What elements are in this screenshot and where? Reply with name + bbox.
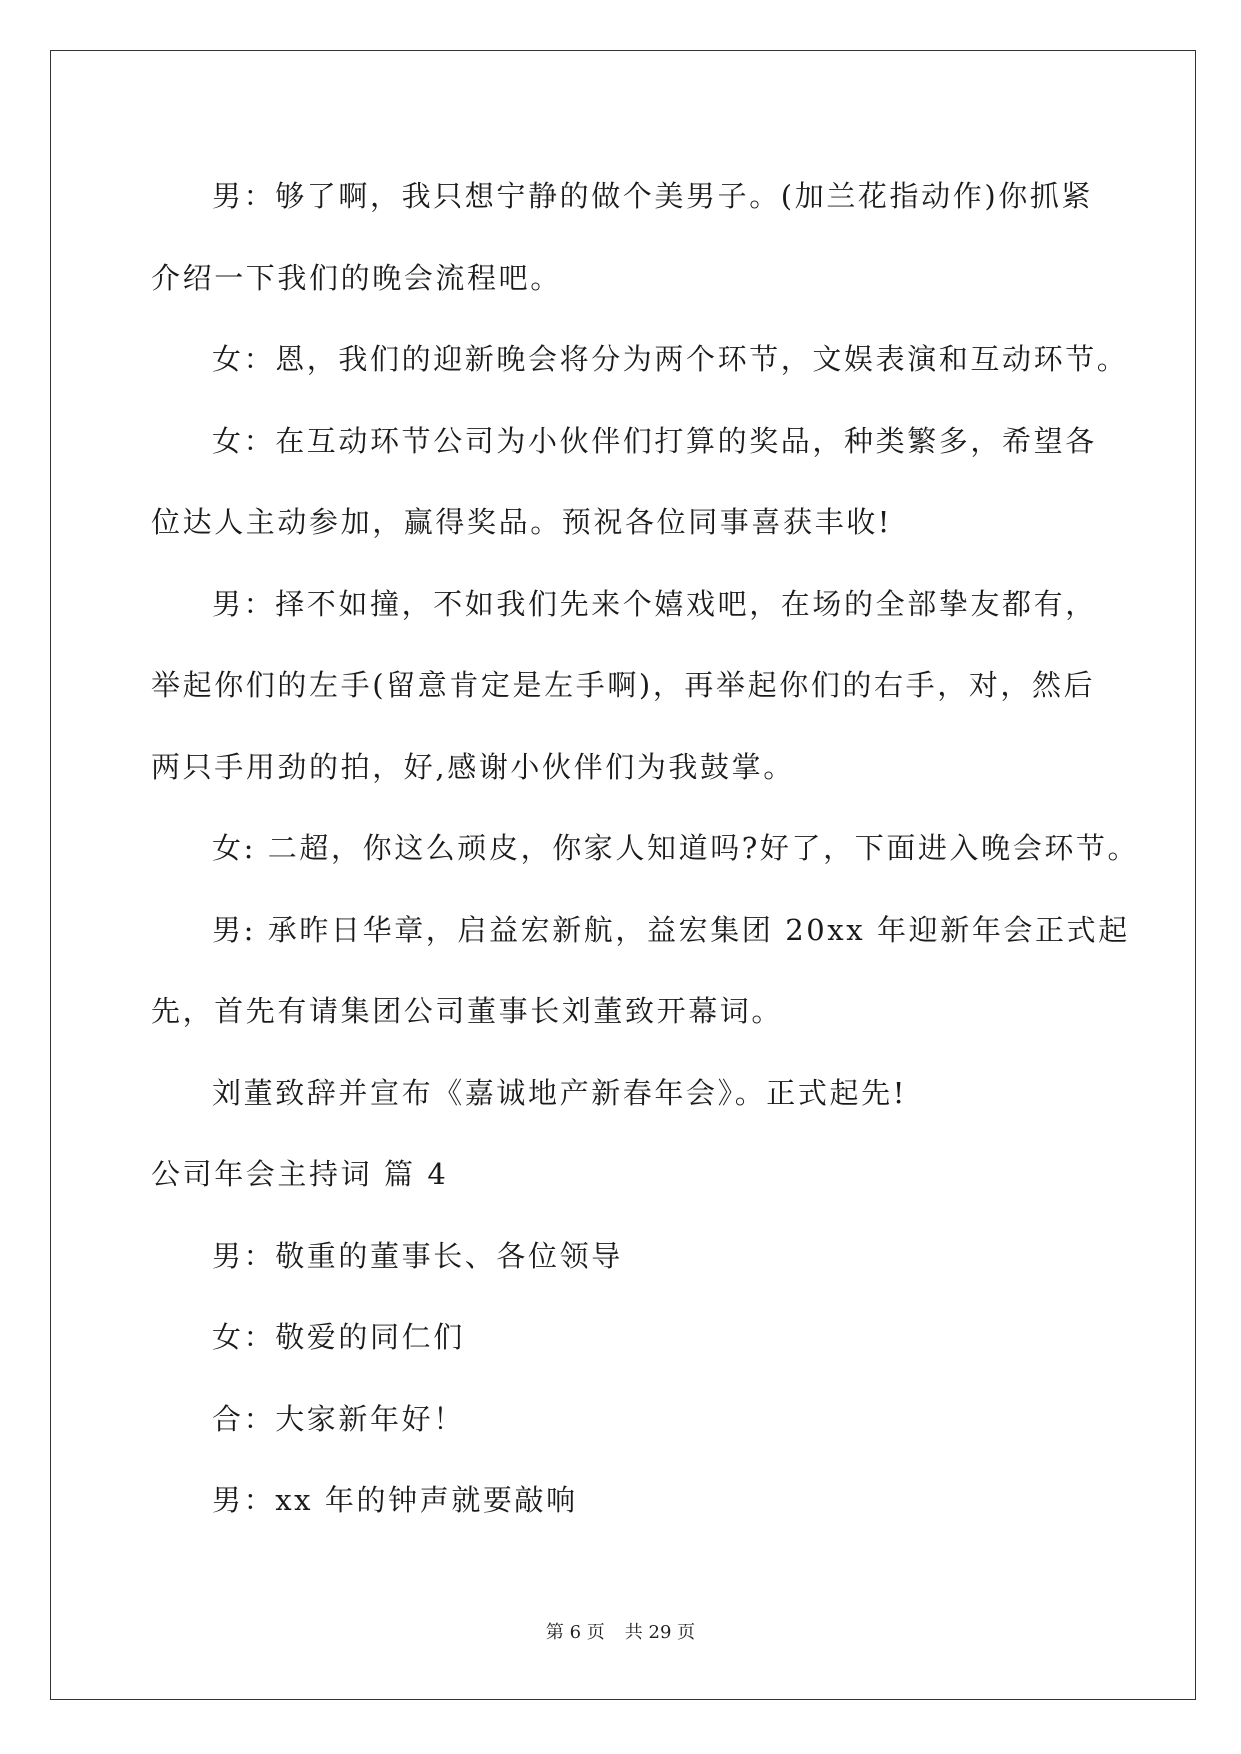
paragraph-line: 男：够了啊，我只想宁静的做个美男子。(加兰花指动作)你抓紧 [212,179,1094,213]
paragraph-line: 女：敬爱的同仁们 [212,1320,465,1354]
page-footer [0,1618,1241,1644]
paragraph-line: 女: 二超，你这么顽皮，你家人知道吗?好了，下面进入晚会环节。 [212,831,1140,865]
paragraph-line: 位达人主动参加，赢得奖品。预祝各位同事喜获丰收! [151,505,893,539]
page-number: 第 6 页 [545,1622,605,1643]
paragraph-line: 男：xx 年的钟声就要敲响 [212,1483,578,1517]
paragraph-line: 男：敬重的董事长、各位领导 [212,1238,623,1273]
paragraph-line: 女：在互动环节公司为小伙伴们打算的奖品，种类繁多，希望各 [212,423,1097,458]
paragraph-line: 先，首先有请集团公司董事长刘董致开幕词。 [151,994,784,1028]
paragraph-line: 两只手用劲的拍，好,感谢小伙伴们为我鼓掌。 [151,749,795,784]
page-total: 共 29 页 [624,1622,696,1643]
paragraph-line: 合：大家新年好！ [212,1401,465,1436]
paragraph-line: 女：恩，我们的迎新晚会将分为两个环节，文娱表演和互动环节。 [212,342,1129,376]
document-body [151,156,1140,1542]
section-heading: 公司年会主持词 篇 4 [151,1157,449,1191]
paragraph-line: 介绍一下我们的晚会流程吧。 [151,260,562,295]
paragraph-line: 男: 承昨日华章，启益宏新航，益宏集团 20xx 年迎新年会正式起 [212,912,1130,947]
paragraph-line: 举起你们的左手(留意肯定是左手啊)，再举起你们的右手，对，然后 [151,668,1096,702]
paragraph-line: 男：择不如撞，不如我们先来个嬉戏吧，在场的全部挚友都有， [212,586,1097,621]
paragraph-line: 刘董致辞并宣布《嘉诚地产新春年会》。正式起先! [212,1075,907,1110]
